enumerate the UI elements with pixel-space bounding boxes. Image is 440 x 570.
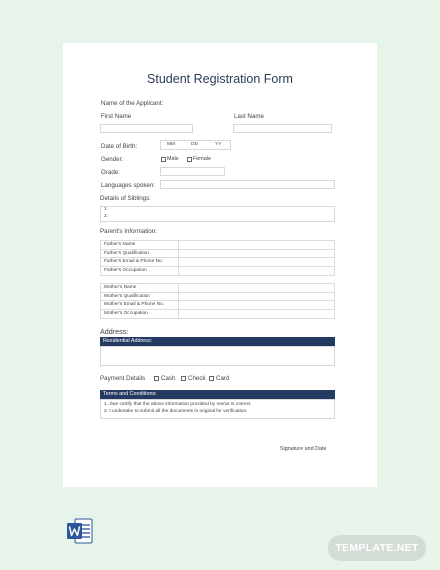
mother-name-input[interactable] — [179, 284, 334, 292]
payment-cash-label: Cash — [161, 375, 176, 382]
gender-label: Gender: — [101, 156, 124, 163]
terms-bar: Terms and Conditions: — [100, 390, 335, 399]
signature-label: Signature and Date — [280, 446, 327, 452]
mother-contact-label: Mother's Email & Phone No. — [101, 301, 179, 309]
payment-card-checkbox[interactable] — [209, 376, 214, 381]
table-row — [101, 250, 334, 259]
father-qualification-input[interactable] — [179, 250, 334, 258]
last-name-input[interactable] — [233, 124, 332, 133]
mother-table — [100, 283, 335, 319]
mother-qualification-input[interactable] — [179, 293, 334, 301]
languages-label: Languages spoken: — [101, 182, 156, 189]
father-table — [100, 240, 335, 276]
last-name-label: Last Name — [234, 113, 264, 120]
form-sheet — [63, 43, 377, 487]
form-title: Student Registration Form — [147, 72, 293, 86]
father-occupation-label: Father's Occupation — [101, 267, 179, 276]
father-contact-label: Father's Email & Phone No. — [101, 258, 179, 266]
dob-label: Date of Birth: — [101, 143, 138, 150]
table-row — [101, 301, 334, 310]
payment-label: Payment Details — [100, 375, 146, 382]
brand-badge[interactable]: TEMPLATE.NET — [328, 535, 426, 561]
payment-check-checkbox[interactable] — [181, 376, 186, 381]
mother-contact-input[interactable] — [179, 301, 334, 309]
sibling-item: 1. — [104, 207, 109, 212]
gender-female-checkbox[interactable] — [187, 157, 192, 162]
payment-cash-checkbox[interactable] — [154, 376, 159, 381]
dob-yy: YY — [215, 142, 222, 147]
dob-mm: MM — [167, 142, 175, 147]
mother-occupation-input[interactable] — [179, 310, 334, 319]
mother-qualification-label: Mother's Qualification — [101, 293, 179, 301]
father-contact-input[interactable] — [179, 258, 334, 266]
gender-male-checkbox[interactable] — [161, 157, 166, 162]
gender-male-label: Male — [167, 156, 179, 162]
table-row — [101, 310, 334, 319]
terms-item: 2. I undertake to submit all the documents in original for verification. — [104, 409, 248, 414]
table-row — [101, 241, 334, 250]
table-row — [101, 258, 334, 267]
payment-check-label: Check — [188, 375, 206, 382]
payment-card-label: Card — [216, 375, 230, 382]
siblings-label: Details of Siblings: — [100, 195, 151, 202]
gender-female-label: Female — [193, 156, 211, 162]
father-name-label: Father's Name — [101, 241, 179, 249]
grade-label: Grade: — [101, 169, 120, 176]
residential-address-bar: Residential Address: — [100, 337, 335, 346]
residential-address-input[interactable] — [100, 346, 335, 366]
first-name-input[interactable] — [100, 124, 193, 133]
siblings-box[interactable] — [100, 206, 335, 222]
table-row — [101, 293, 334, 302]
table-row — [101, 267, 334, 276]
father-qualification-label: Father's Qualification — [101, 250, 179, 258]
terms-item: 1. I/we certify that the above information provided by me/us is correct. — [104, 402, 252, 407]
applicant-name-label: Name of the Applicant: — [101, 100, 164, 107]
grade-input[interactable] — [160, 167, 225, 176]
table-row — [101, 284, 334, 293]
dob-dd: DD — [191, 142, 198, 147]
address-label: Address: — [100, 327, 129, 336]
mother-name-label: Mother's Name — [101, 284, 179, 292]
first-name-label: First Name — [101, 113, 132, 120]
mother-occupation-label: Mother's Occupation — [101, 310, 179, 319]
father-occupation-input[interactable] — [179, 267, 334, 276]
parents-label: Parent's Information: — [100, 228, 157, 235]
word-doc-icon — [67, 518, 93, 544]
sibling-item: 2. — [104, 214, 109, 219]
languages-input[interactable] — [160, 180, 335, 189]
father-name-input[interactable] — [179, 241, 334, 249]
